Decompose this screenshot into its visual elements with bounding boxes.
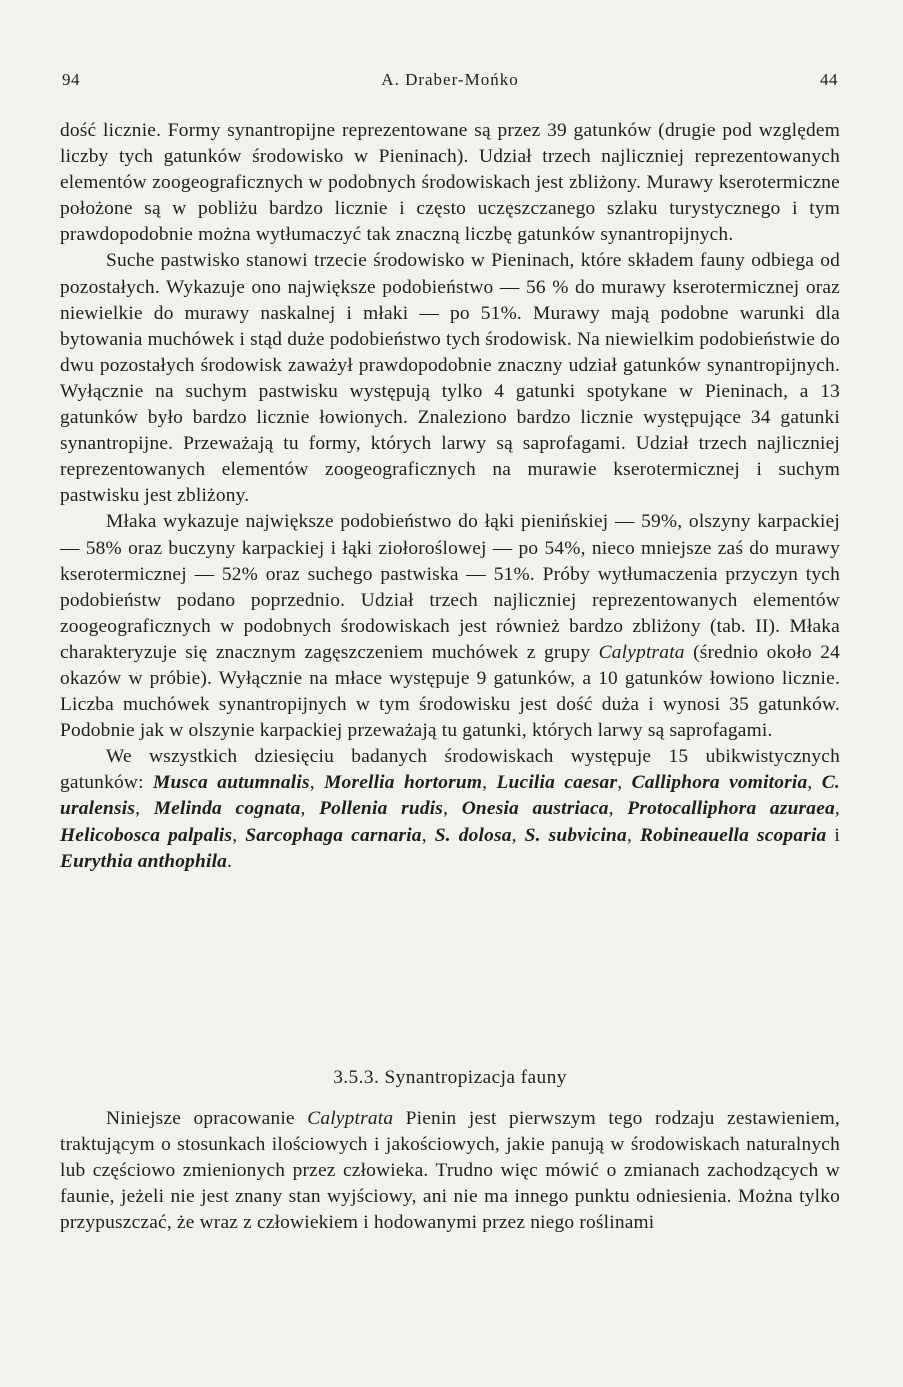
taxon-name: Calyptrata (307, 1108, 394, 1129)
species-name: Melinda cognata (153, 798, 301, 820)
page-number-right: 44 (820, 70, 838, 89)
species-name: S. dolosa (434, 824, 512, 846)
main-text (60, 118, 840, 875)
species-name: Eurythia anthophila (60, 850, 228, 872)
species-name: Morellia hortorum (324, 772, 483, 794)
paragraph-1: dość licznie. Formy synantropijne reprezentowane są przez 39 gatunków (drugie pod względem liczby tych gatunków środowisko w Pieninach). Udział trzech najliczniej reprezentowanych elementów zoogeograficznych w podobnych środowiskach jest zbliżony. Murawy kserotermiczne położone są w pobliżu bardzo licznie i często uczęszczanego szlaku turystycznego i tym prawdopodobnie można wytłumaczyć tak znaczną liczbę gatunków synantropijnych. (60, 120, 840, 246)
species-name: Protocalliphora azuraea (627, 798, 835, 820)
species-name: C. uralensis (60, 772, 840, 820)
species-name: Calliphora vomitoria (631, 772, 808, 794)
paragraph-4-intro: We wszystkich dziesięciu badanych środowiskach występuje 15 ubikwistycznych gatunków: (60, 746, 840, 794)
species-name: Helicobosca palpalis (60, 824, 233, 846)
paragraph-2: Suche pastwisko stanowi trzecie środowisko w Pieninach, które składem fauny odbiega od pozostałych. Wykazuje ono największe podobieństwo — 56 % do murawy kserotermicznej oraz niewielkie do murawy naskalnej i młaki — po 51%. Murawy mają podobne warunki dla bytowania muchówek i stąd duże podobieństwo tych środowisk. Na niewielkim podobieństwie do dwu pozostałych środowisk zaważył prawdopodobnie znaczny udział gatunków synantropijnych. Wyłącznie na suchym pastwisku występują tylko 4 gatunki spotykane w Pieninach, a 13 gatunków było bardzo licznie łowionych. Znaleziono bardzo licznie występujące 34 gatunki synantropijne. Przeważają tu formy, których larwy są saprofagami. Udział trzech najliczniej reprezentowanych elementów zoogeograficznych na murawie kserotermicznej i suchym pastwisku jest zbliżony. (60, 250, 840, 507)
species-name: Lucilia caesar (496, 772, 618, 794)
section-paragraph-text-a: Niniejsze opracowanie (106, 1108, 308, 1129)
species-name: Sarcophaga carnaria (245, 824, 422, 846)
species-name: Pollenia rudis (319, 798, 444, 820)
paragraph-3-text-b: (średnio około 24 okazów w próbie). Wyłącznie na młace występuje 9 gatunków, a 10 gatunków łowiono licznie. Liczba muchówek synantropijnych w tym środowisku jest dość duża i wynosi 35 gatunków. Podobnie jak w olszynie karpackiej przeważają tu gatunki, których larwy są saprofagami. (60, 641, 840, 742)
species-name: Robineauella scoparia (639, 824, 827, 846)
page-header (62, 70, 838, 98)
running-head: A. Draber-Mońko (381, 70, 519, 89)
paragraph-3 (60, 509, 840, 744)
paragraph-4 (60, 744, 840, 874)
section-paragraph-1 (60, 1106, 840, 1236)
species-name: Onesia austriaca (461, 798, 609, 820)
species-list: Musca autumnalis, Morellia hortorum, Lucilia caesar, Calliphora vomitoria, C. uralensis, Melinda cognata, Pollenia rudis, Onesia austriaca, Protocalliphora azuraea, Helicobosca palpalis, Sarcophaga carnaria, S. dolosa, S. subvicina, Robineauella scoparia i Eurythia anthophila. (60, 772, 841, 872)
species-name: Musca autumnalis (153, 772, 310, 794)
section-paragraph-text-b: Pienin jest pierwszym tego rodzaju zestawieniem, traktującym o stosunkach ilościowych i jakościowych, jakie panują w środowiskach naturalnych lub częściowo zmienionych przez człowieka. Trudno więc mówić o zmianach zachodzących w faunie, jeżeli nie jest znany stan wyjściowy, ani nie ma innego punktu odniesienia. Można tylko przypuszczać, że wraz z człowiekiem i hodowanymi przez niego roślinami (60, 1108, 840, 1234)
section-heading: 3.5.3. Synantropizacja fauny (333, 1067, 567, 1088)
paragraph-3-text-a: Młaka wykazuje największe podobieństwo do łąki pienińskiej — 59%, olszyny karpackiej — 58% oraz buczyny karpackiej i łąki ziołoroślowej — po 54%, nieco mniejsze zaś do murawy kserotermicznej — 52% oraz suchego pastwiska — 51%. Próby wytłumaczenia przyczyn tych podobieństw podano poprzednio. Udział trzech najliczniej reprezentowanych elementów zoogeograficznych w podobnych środowiskach jest również bardzo zbliżony (tab. II). Młaka charakteryzuje się znacznym zagęszczeniem muchówek z grupy (60, 511, 840, 663)
species-name: S. subvicina (524, 824, 627, 846)
taxon-name: Calyptrata (598, 641, 685, 663)
page-number-left: 94 (62, 70, 80, 89)
section-text (60, 1106, 840, 1236)
